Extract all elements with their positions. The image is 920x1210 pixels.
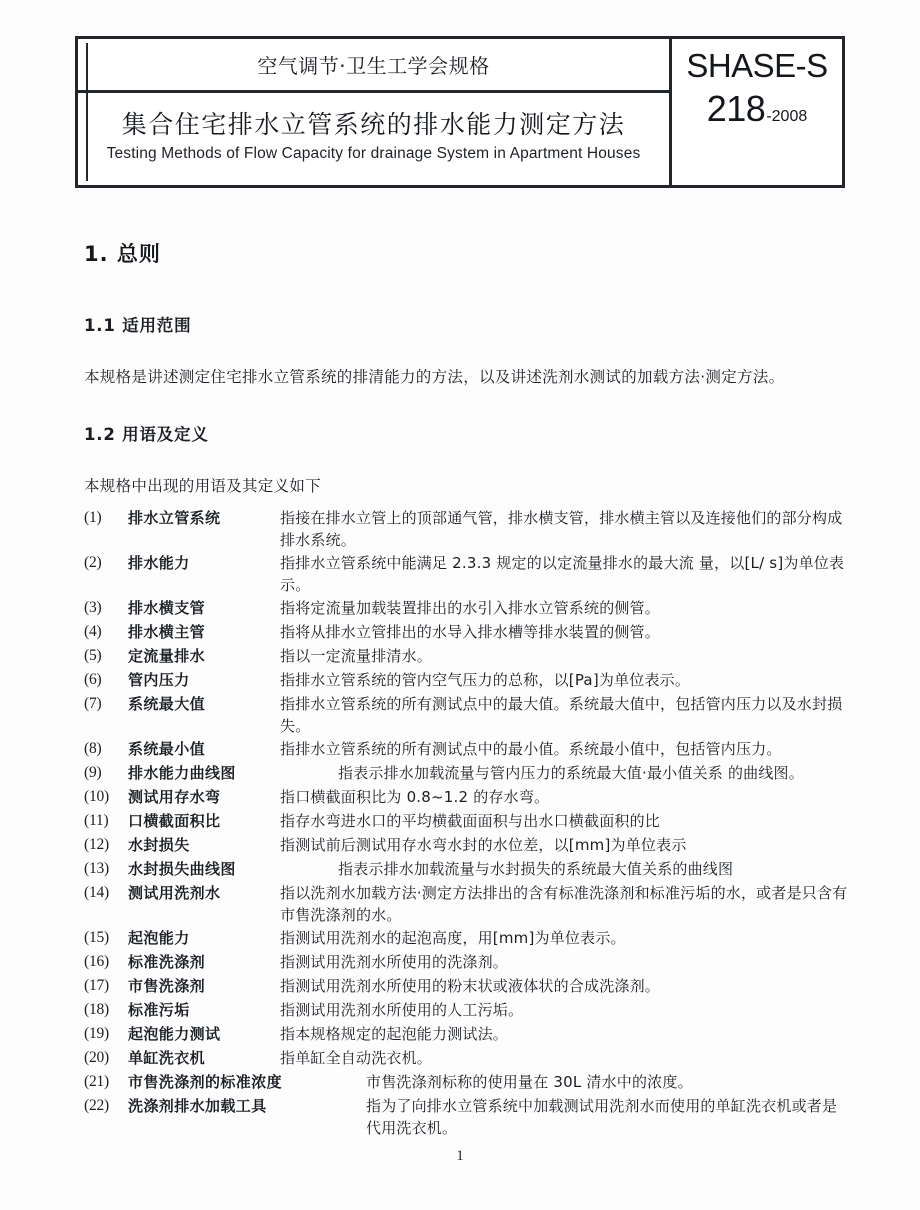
frame-inner-rule [86,43,88,181]
definition-number: (20) [84,1049,110,1067]
definition-number: (22) [84,1096,110,1114]
definition-number: (7) [84,695,102,712]
definition-number: (3) [84,599,102,617]
definition-description: 指单缸全自动洗衣机。 [280,1049,433,1068]
definition-description: 指测试前后测试用存水弯水封的水位差，以[mm]为单位表示 [280,836,687,855]
definition-description: 指测试用洗剂水的起泡高度，用[mm]为单位表示。 [280,929,626,948]
definition-description: 指将定流量加载装置排出的水引入排水立管系统的侧管。 [280,599,661,618]
definition-term: 市售洗涤剂的标准浓度 [128,1073,283,1091]
definition-number: (14) [84,884,110,901]
organization-row [78,39,669,93]
definition-description: 指为了向排水立管系统中加载测试用洗剂水而使用的单缸洗衣机或者是代用洗衣机。 [366,1096,838,1138]
definition-term: 市售洗涤剂 [128,977,206,996]
section-heading-1-2: 1.2 用语及定义 [84,425,209,445]
definition-number: (10) [84,788,110,806]
definition-term: 排水能力 [128,553,190,572]
definition-item [84,927,850,950]
definition-description: 指表示排水加载流量与管内压力的系统最大值·最小值关系 的曲线图。 [338,764,804,783]
definition-description: 市售洗涤剂标称的使用量在 30L 清水中的浓度。 [366,1073,693,1091]
definition-number: (8) [84,740,102,758]
definition-item [84,810,850,833]
definition-description: 指以一定流量排清水。 [280,647,433,666]
definition-number: (21) [84,1073,110,1090]
definition-item [84,621,850,644]
definition-number: (6) [84,671,102,689]
standard-year: -2008 [766,107,808,125]
definition-item [84,762,850,785]
definition-item [84,882,850,926]
chapter-heading: 1. 总则 [84,242,161,266]
definition-description: 指存水弯进水口的平均横截面面积与出水口横截面积的比 [280,812,661,831]
definition-term: 定流量排水 [128,647,206,666]
document-body [84,238,850,1140]
title-left-column [78,39,672,185]
document-title-chinese: 集合住宅排水立管系统的排水能力测定方法 [121,109,626,139]
definition-number: (2) [84,553,102,571]
definition-term: 单缸洗衣机 [128,1049,206,1068]
definition-description: 指以洗剂水加载方法·测定方法排出的含有标准洗涤剂和标准污垢的水，或者是只含有市售洗涤剂的水。 [280,884,848,925]
definition-description: 指表示排水加载流量与水封损失的系统最大值关系的曲线图 [338,860,734,879]
definition-item [84,1047,850,1070]
definition-item [84,507,850,551]
definition-item [84,693,850,737]
definition-term: 口横截面积比 [128,812,221,831]
definition-description: 指测试用洗剂水所使用的粉末状或液体状的合成洗涤剂。 [280,977,661,996]
standard-code-column [672,39,842,185]
definition-number: (15) [84,929,110,947]
definition-item [84,1023,850,1046]
section-1-1-paragraph: 本规格是讲述测定住宅排水立管系统的排清能力的方法，以及讲述洗剂水测试的加载方法·测定方法。 [84,368,785,386]
definition-number: (4) [84,623,102,641]
definition-item [84,645,850,668]
definition-description: 指排水立管系统的管内空气压力的总称，以[Pa]为单位表示。 [280,671,691,690]
definition-item [84,1071,850,1094]
section-1-2-lead: 本规格中出现的用语及其定义如下 [84,477,322,496]
standard-number-group [707,88,808,130]
definitions-list [84,507,850,1140]
definition-term: 排水能力曲线图 [128,764,236,783]
definition-number: (13) [84,860,110,878]
definition-number: (5) [84,647,102,665]
definition-item [84,999,850,1022]
definition-term: 标准洗涤剂 [128,953,206,972]
standard-title-block [75,36,845,188]
definition-term: 测试用存水弯 [128,788,221,807]
definition-term: 起泡能力 [128,929,190,948]
definition-description: 指排水立管系统中能满足 2.3.3 规定的以定流量排水的最大流 量，以[L/ s]为单位表示。 [280,553,845,595]
definition-number: (12) [84,836,110,854]
definition-term: 排水立管系统 [128,508,221,527]
definition-number: (19) [84,1025,110,1043]
definition-description: 指本规格规定的起泡能力测试法。 [280,1025,509,1044]
definition-item [84,834,850,857]
title-row [78,93,669,185]
definition-item [84,1095,850,1139]
definition-number: (9) [84,764,102,782]
definition-term: 排水横支管 [128,599,206,618]
definition-description: 指测试用洗剂水所使用的人工污垢。 [280,1001,524,1020]
definition-term: 测试用洗剂水 [128,884,221,902]
definition-description: 指接在排水立管上的顶部通气管，排水横支管，排水横主管以及连接他们的部分构成排水系统。 [280,508,843,549]
standard-name: SHASE-S [686,47,828,84]
definition-item [84,597,850,620]
section-heading-1-1: 1.1 适用范围 [84,316,192,335]
page-number: 1 [456,1148,464,1164]
definition-description: 指测试用洗剂水所使用的洗涤剂。 [280,953,509,972]
definition-number: (1) [84,508,102,526]
definition-item [84,669,850,692]
definition-term: 系统最大值 [128,695,206,713]
definition-term: 水封损失曲线图 [128,860,236,879]
standard-number: 218 [706,87,766,129]
definition-number: (11) [84,812,109,830]
definition-term: 水封损失 [128,836,190,855]
definition-number: (17) [84,977,110,995]
definition-item [84,786,850,809]
definition-description: 指将从排水立管排出的水导入排水槽等排水装置的侧管。 [280,623,661,642]
definition-item [84,858,850,881]
definition-term: 系统最小值 [128,740,206,759]
definition-description: 指排水立管系统的所有测试点中的最小值。系统最小值中，包括管内压力。 [280,740,782,759]
definition-number: (16) [84,953,110,971]
definition-number: (18) [84,1001,110,1019]
definition-term: 起泡能力测试 [128,1025,221,1044]
definition-term: 排水横主管 [128,623,206,642]
definition-term: 标准污垢 [128,1001,190,1020]
definition-term: 洗涤剂排水加载工具 [128,1096,267,1115]
organization-name: 空气调节·卫生工学会规格 [257,54,490,78]
definition-term: 管内压力 [128,671,190,690]
definition-item [84,975,850,998]
definition-description: 指排水立管系统的所有测试点中的最大值。系统最大值中，包括管内压力以及水封损失。 [280,695,843,736]
definition-description: 指口横截面积比为 0.8~1.2 的存水弯。 [280,788,550,807]
document-title-english: Testing Methods of Flow Capacity for drainage System in Apartment Houses [106,145,641,163]
definition-item [84,951,850,974]
definition-item [84,552,850,596]
definition-item [84,738,850,761]
